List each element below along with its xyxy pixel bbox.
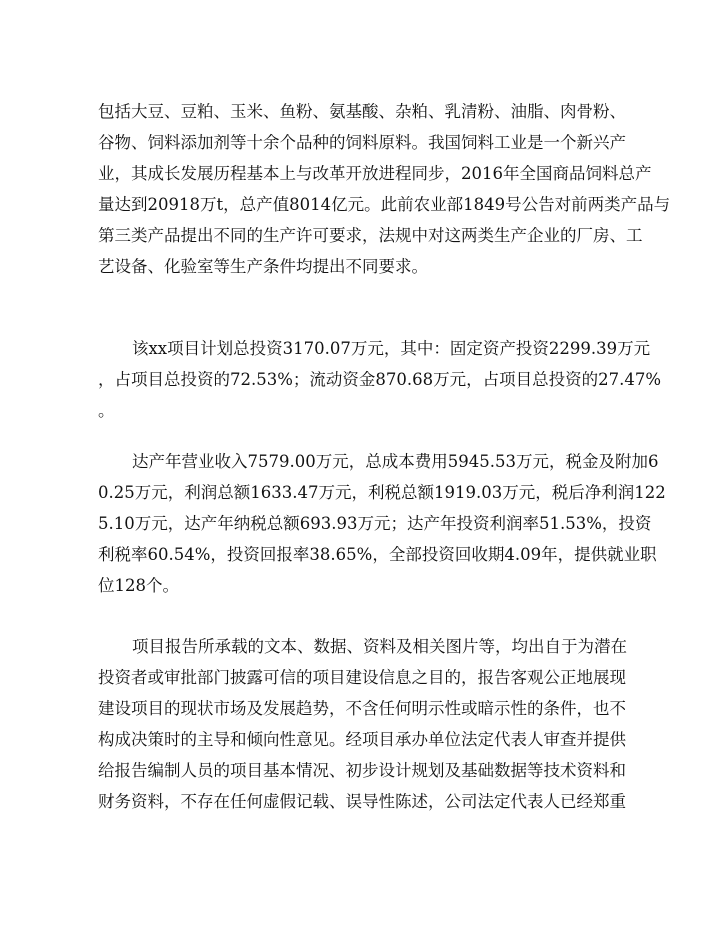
- text-line: 业，其成长发展历程基本上与改革开放进程同步，2016年全国商品饲料总产: [98, 164, 652, 183]
- text-line: 量达到20918万t，总产值8014亿元。此前农业部1849号公告对前两类产品与: [98, 195, 671, 214]
- text-line: 该xx项目计划总投资3170.07万元，其中：固定资产投资2299.39万元: [132, 339, 651, 358]
- text-line: 位128个。: [98, 576, 179, 595]
- text-line: 建设项目的现状市场及发展趋势，不含任何明示性或暗示性的条件，也不: [98, 699, 626, 718]
- text-line: 构成决策时的主导和倾向性意见。经项目承办单位法定代表人审查并提供: [98, 730, 626, 749]
- text-line: ，占项目总投资的72.53%；流动资金870.68万元，占项目总投资的27.47%: [98, 370, 662, 389]
- text-line: 第三类产品提出不同的生产许可要求，法规中对这两类生产企业的厂房、工: [98, 226, 643, 245]
- text-line: 5.10万元，达产年纳税总额693.93万元；达产年投资利润率51.53%，投资: [98, 514, 652, 533]
- text-line: 投资者或审批部门披露可信的项目建设信息之目的，报告客观公正地展现: [98, 668, 626, 687]
- paragraph-investment: [98, 333, 662, 426]
- text-line: 谷物、饲料添加剂等十余个品种的饲料原料。我国饲料工业是一个新兴产: [98, 133, 626, 152]
- text-line: 0.25万元，利润总额1633.47万元，利税总额1919.03万元，税后净利润122: [98, 483, 666, 502]
- text-line: 财务资料，不存在任何虚假记载、误导性陈述，公司法定代表人已经郑重: [98, 792, 626, 811]
- text-line: 艺设备、化验室等生产条件均提出不同要求。: [98, 257, 428, 276]
- text-line: 给报告编制人员的项目基本情况、初步设计规划及基础数据等技术资料和: [98, 761, 626, 780]
- text-line: 包括大豆、豆粕、玉米、鱼粉、氨基酸、杂粕、乳清粉、油脂、肉骨粉、: [98, 102, 626, 121]
- paragraph-disclaimer: [98, 631, 662, 817]
- text-line: 项目报告所承载的文本、数据、资料及相关图片等，均出自于为潜在: [132, 637, 627, 656]
- text-line: 达产年营业收入7579.00万元，总成本费用5945.53万元，税金及附加6: [132, 452, 659, 471]
- paragraph-revenue: [98, 446, 666, 601]
- paragraph-feed-materials: [98, 96, 671, 282]
- text-line: 利税率60.54%，投资回报率38.65%，全部投资回收期4.09年，提供就业职: [98, 545, 657, 564]
- text-line: 。: [98, 401, 115, 420]
